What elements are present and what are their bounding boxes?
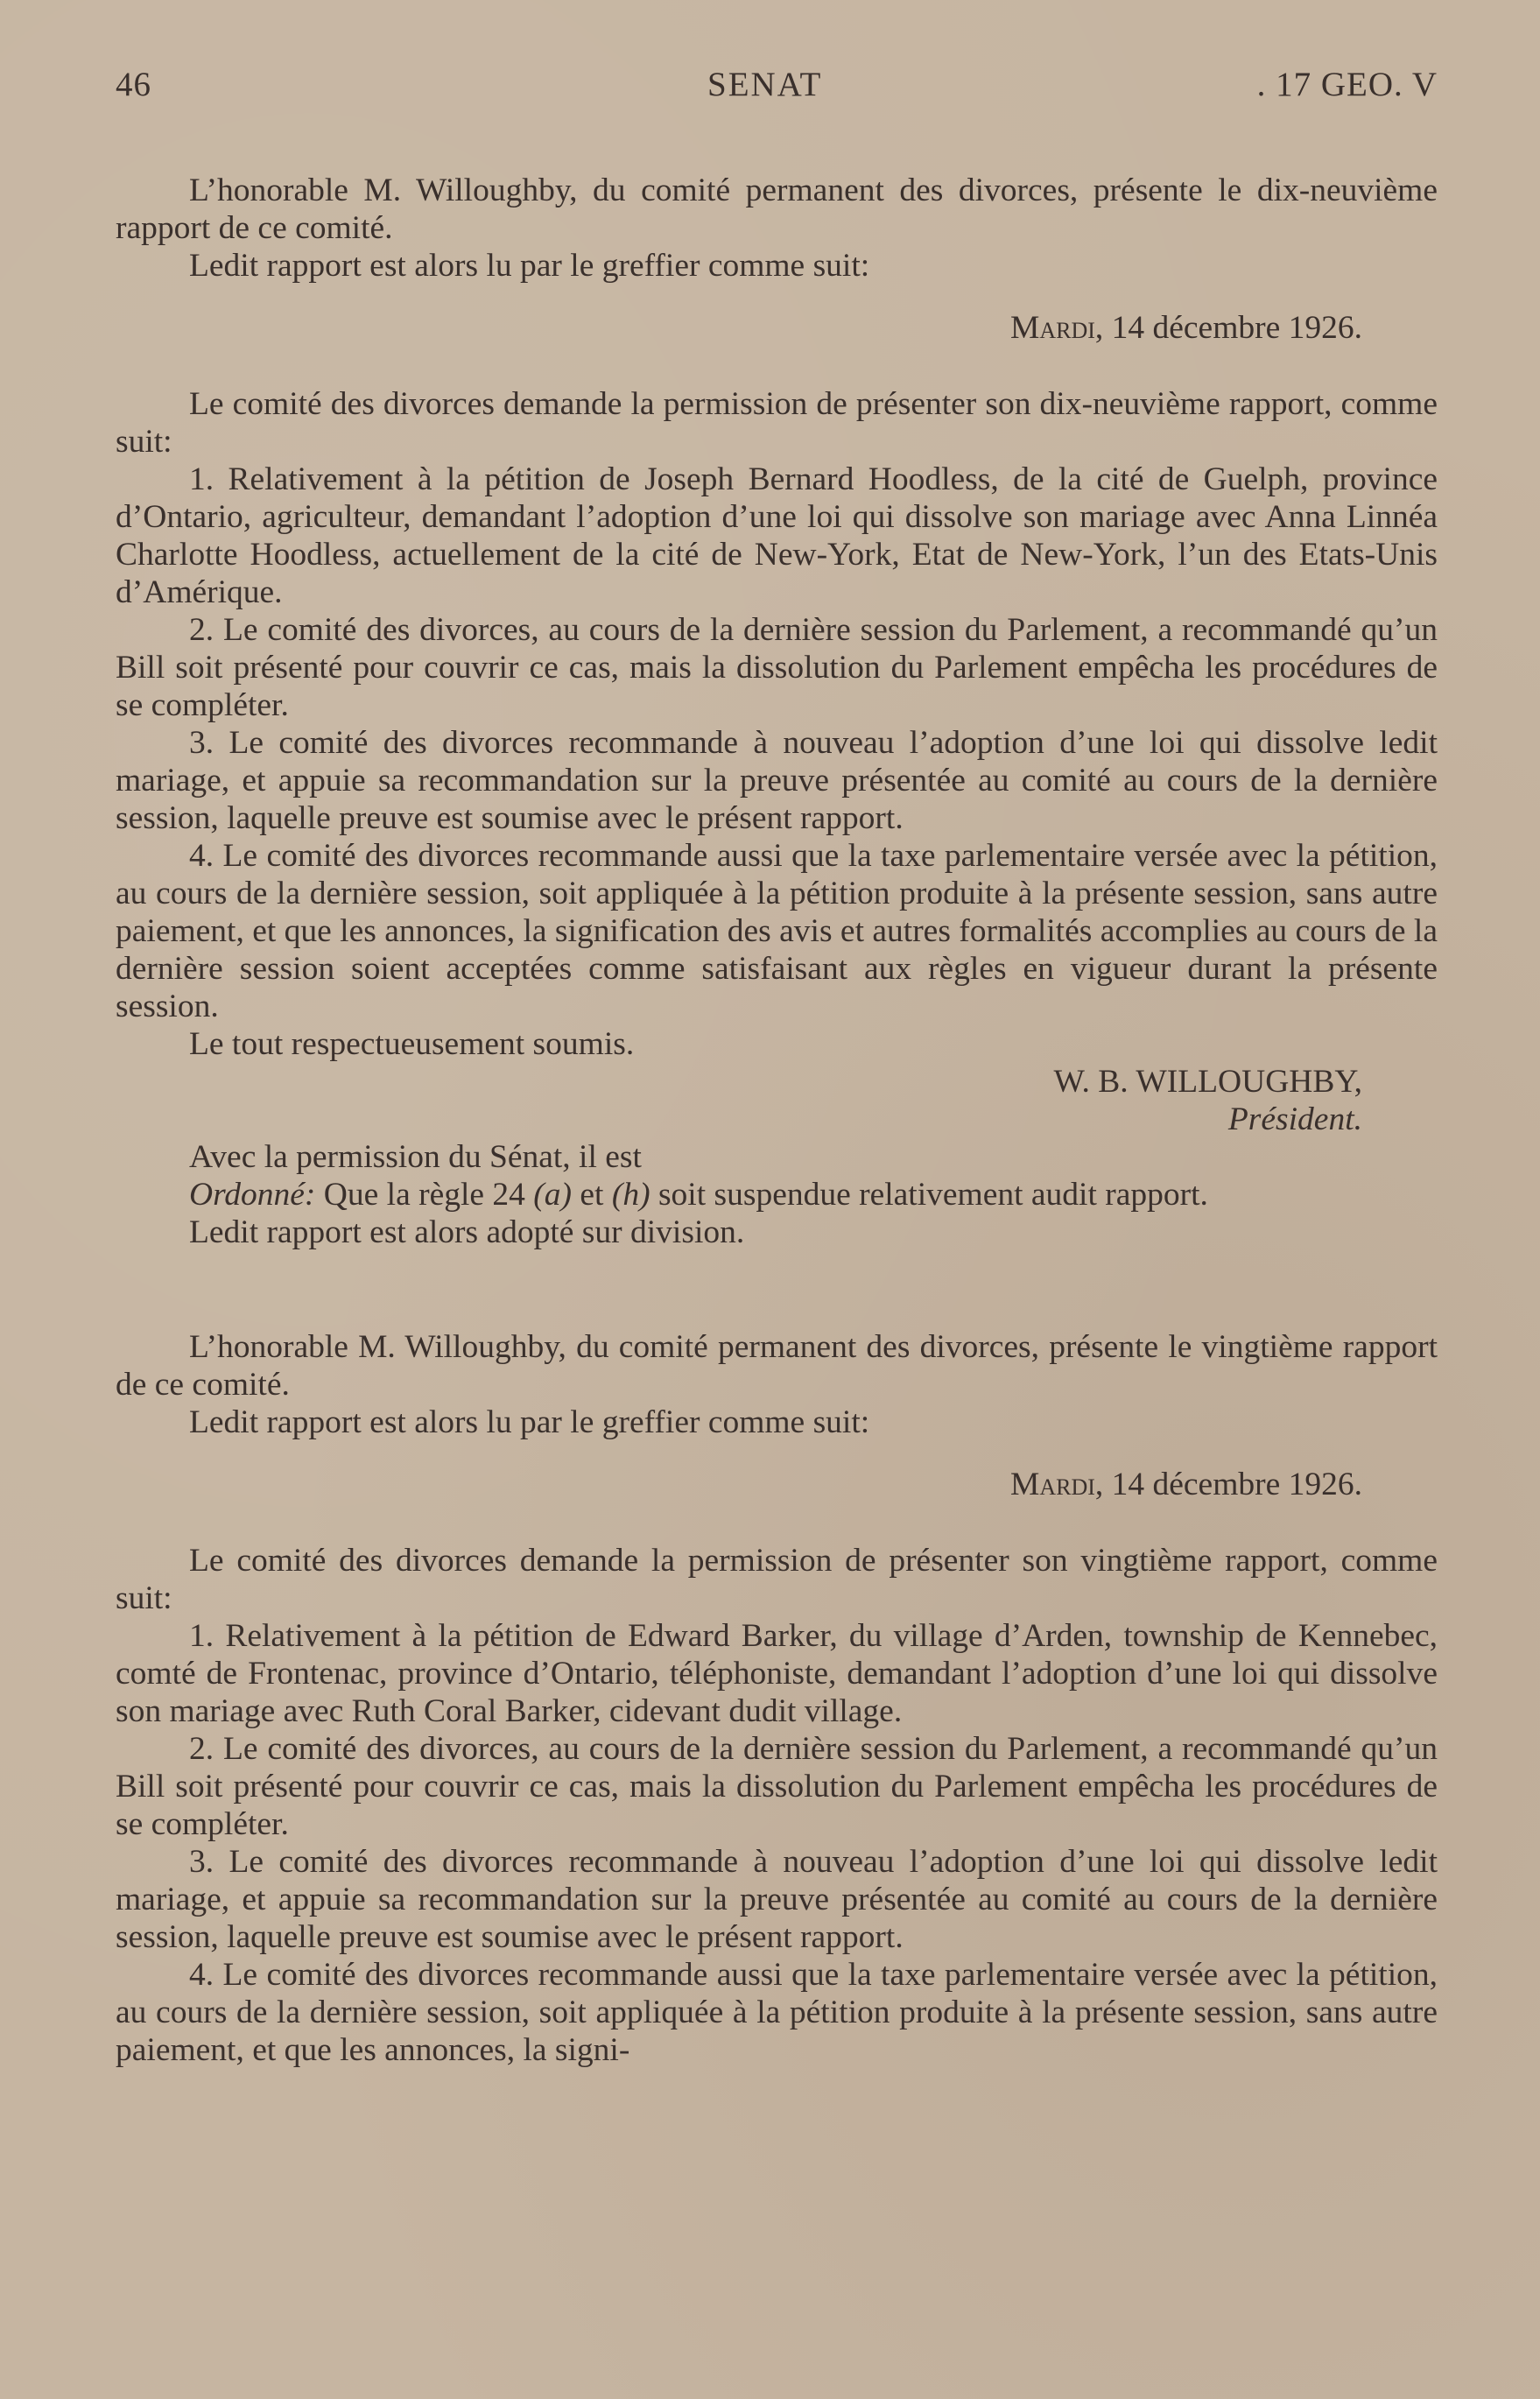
report19-date-day: Mardi [1009,310,1095,346]
order-paragraph [116,1176,1438,1214]
report20-date-day: Mardi [1009,1467,1095,1502]
permission-line: Avec la permission du Sénat, il est [189,1139,642,1175]
report20-item-2: 2. Le comité des divorces, au cours de la dernière session du Parlement, a recommandé qu’un Bill soit présenté pour couvrir ce cas, mais la dissolution du Parlement empêcha les procédures de se compléter. [116,1731,1438,1842]
signature: W. B. WILLOUGHBY, [1053,1064,1362,1100]
report19-date [116,309,1438,347]
report19-request: Le comité des divorces demande la permission de présenter son dix-neuvième rapport, comme suit: [116,386,1438,460]
report20-item-1: 1. Relativement à la pétition de Edward Barker, du village d’Arden, township de Kennebec, comté de Frontenac, province d’Ontario, téléphoniste, demandant l’adoption d’une loi qui dissolve son mariage avec Ruth Coral Barker, cidevant dudit village. [116,1618,1438,1729]
report20-date [116,1466,1438,1503]
report19-item-2: 2. Le comité des divorces, au cours de la dernière session du Parlement, a recommandé qu’un Bill soit présenté pour couvrir ce cas, mais la dissolution du Parlement empêcha les procédures de se compléter. [116,612,1438,723]
report19-read: Ledit rapport est alors lu par le greffier comme suit: [189,248,870,284]
report19-item-1: 1. Relativement à la pétition de Joseph Bernard Hoodless, de la cité de Guelph, province d’Ontario, agriculteur, demandant l’adoption d’une loi qui dissolve son mariage avec Anna Linnéa Charlotte Hoodless, actuellement de la cité de New-York, Etat de New-York, l’un des Etats-Unis d’Amérique. [116,461,1438,610]
rule-h: (h) [611,1177,650,1213]
report19-intro: L’honorable M. Willoughby, du comité permanent des divorces, présente le dix-neuvième rapport de ce comité. [116,172,1438,246]
order-label: Ordonné: [189,1177,316,1213]
report19-closing: Le tout respectueusement soumis. [189,1026,635,1062]
report20-intro: L’honorable M. Willoughby, du comité permanent des divorces, présente le vingtième rapport de ce comité. [116,1329,1438,1403]
order-text-a: Que la règle 24 [315,1177,534,1213]
running-title: SENAT [707,66,823,103]
order-text-b: et [572,1177,612,1213]
report19-date-rest: , 14 décembre 1926. [1094,310,1362,346]
page-header [116,65,1438,109]
page-number: 46 [116,66,151,103]
report20-read: Ledit rapport est alors lu par le greffier comme suit: [189,1404,870,1440]
report19-item-4: 4. Le comité des divorces recommande aussi que la taxe parlementaire versée avec la pétition, au cours de la dernière session, soit appliquée à la pétition produite à la présente session, sans autre paiement, et que les annonces, la signification des avis et autres formalités accomplies au cours de la dernière session soient acceptées comme satisfaisant aux règles en vigueur durant la présente session. [116,838,1438,1024]
report19-adopted: Ledit rapport est alors adopté sur division. [189,1214,745,1250]
regnal-year: . 17 GEO. V [1256,66,1438,103]
report20-request: Le comité des divorces demande la permission de présenter son vingtième rapport, comme suit: [116,1543,1438,1616]
report20-item-3: 3. Le comité des divorces recommande à nouveau l’adoption d’une loi qui dissolve ledit mariage, et appuie sa recommandation sur la preuve présentée au comité au cours de la dernière session, laquelle preuve est soumise avec le présent rapport. [116,1844,1438,1955]
signature-role: Président. [1227,1101,1362,1137]
report19-item-3: 3. Le comité des divorces recommande à nouveau l’adoption d’une loi qui dissolve ledit mariage, et appuie sa recommandation sur la preuve présentée au comité au cours de la dernière session, laquelle preuve est soumise avec le présent rapport. [116,725,1438,836]
rule-a: (a) [533,1177,573,1213]
body-text [116,172,1438,2069]
report20-date-rest: , 14 décembre 1926. [1094,1467,1362,1502]
report20-item-4: 4. Le comité des divorces recommande aussi que la taxe parlementaire versée avec la pétition, au cours de la dernière session, soit appliquée à la pétition produite à la présente session, sans autre paiement, et que les annonces, la signi- [116,1957,1438,2068]
order-text-c: soit suspendue relativement audit rapport. [650,1177,1208,1213]
